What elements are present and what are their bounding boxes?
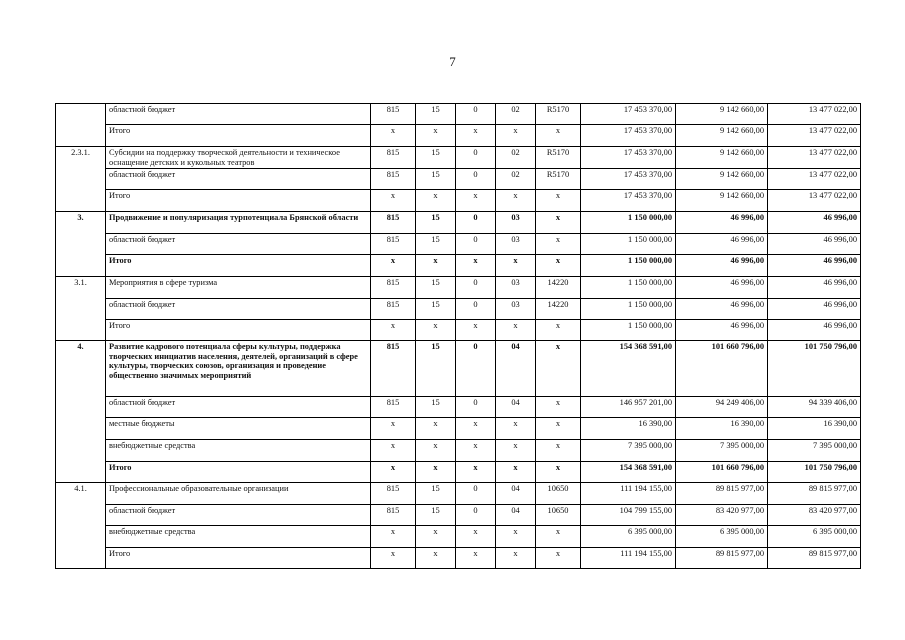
row-name: Итого <box>106 320 371 341</box>
row-name: внебюджетные средства <box>106 440 371 462</box>
value-year-1: 6 395 000,00 <box>581 526 676 548</box>
code-glava: 815 <box>371 397 416 418</box>
code-target: x <box>536 125 581 147</box>
row-number: 2.3.1. <box>56 147 106 169</box>
code-subsection: 0 <box>456 299 496 320</box>
code-glava: x <box>371 462 416 483</box>
value-year-1: 146 957 201,00 <box>581 397 676 418</box>
code-glava: x <box>371 418 416 440</box>
code-glava: x <box>371 190 416 212</box>
value-year-2: 6 395 000,00 <box>676 526 768 548</box>
code-target: 14220 <box>536 277 581 299</box>
row-number: 4.1. <box>56 483 106 505</box>
value-year-3: 13 477 022,00 <box>768 104 861 125</box>
code-section: x <box>416 462 456 483</box>
value-year-3: 46 996,00 <box>768 255 861 277</box>
row-number <box>56 320 106 341</box>
value-year-3: 13 477 022,00 <box>768 147 861 169</box>
value-year-1: 17 453 370,00 <box>581 104 676 125</box>
value-year-2: 9 142 660,00 <box>676 169 768 190</box>
code-subsection: 0 <box>456 104 496 125</box>
table-row <box>56 234 861 255</box>
code-section: x <box>416 418 456 440</box>
table-row <box>56 212 861 234</box>
code-subsection: 0 <box>456 277 496 299</box>
value-year-3: 83 420 977,00 <box>768 505 861 526</box>
value-year-2: 46 996,00 <box>676 255 768 277</box>
code-program: 04 <box>496 505 536 526</box>
code-subsection: 0 <box>456 147 496 169</box>
row-name: Субсидии на поддержку творческой деятельности и техническое оснащение детских и кукольных театров <box>106 147 371 169</box>
value-year-3: 101 750 796,00 <box>768 462 861 483</box>
value-year-3: 6 395 000,00 <box>768 526 861 548</box>
code-section: x <box>416 526 456 548</box>
value-year-2: 46 996,00 <box>676 277 768 299</box>
value-year-3: 89 815 977,00 <box>768 548 861 569</box>
code-section: 15 <box>416 147 456 169</box>
code-subsection: x <box>456 125 496 147</box>
row-number <box>56 526 106 548</box>
table-row <box>56 147 861 169</box>
code-section: x <box>416 548 456 569</box>
value-year-3: 46 996,00 <box>768 277 861 299</box>
value-year-1: 17 453 370,00 <box>581 147 676 169</box>
row-name: Развитие кадрового потенциала сферы культуры, поддержка творческих инициатив населения, деятелей, организаций в сфере культуры, творческих союзов, организация и проведение общественно значимых мероприятий <box>106 341 371 397</box>
code-glava: x <box>371 125 416 147</box>
row-name: Итого <box>106 255 371 277</box>
table-row <box>56 299 861 320</box>
row-name: областной бюджет <box>106 169 371 190</box>
value-year-2: 9 142 660,00 <box>676 125 768 147</box>
code-target: x <box>536 212 581 234</box>
code-target: R5170 <box>536 104 581 125</box>
value-year-3: 7 395 000,00 <box>768 440 861 462</box>
value-year-1: 1 150 000,00 <box>581 277 676 299</box>
row-name: Итого <box>106 125 371 147</box>
code-glava: 815 <box>371 169 416 190</box>
value-year-2: 46 996,00 <box>676 212 768 234</box>
table-row <box>56 125 861 147</box>
code-program: x <box>496 548 536 569</box>
row-name: Итого <box>106 462 371 483</box>
table-row <box>56 548 861 569</box>
value-year-2: 89 815 977,00 <box>676 548 768 569</box>
row-name: Профессиональные образовательные организации <box>106 483 371 505</box>
code-subsection: 0 <box>456 341 496 397</box>
value-year-1: 154 368 591,00 <box>581 341 676 397</box>
code-glava: 815 <box>371 483 416 505</box>
code-section: 15 <box>416 505 456 526</box>
code-section: x <box>416 125 456 147</box>
value-year-2: 101 660 796,00 <box>676 341 768 397</box>
value-year-1: 154 368 591,00 <box>581 462 676 483</box>
value-year-1: 17 453 370,00 <box>581 125 676 147</box>
row-number <box>56 104 106 125</box>
value-year-1: 1 150 000,00 <box>581 255 676 277</box>
table-row <box>56 255 861 277</box>
code-program: x <box>496 125 536 147</box>
table-row <box>56 505 861 526</box>
value-year-2: 16 390,00 <box>676 418 768 440</box>
code-program: x <box>496 440 536 462</box>
table-row <box>56 320 861 341</box>
value-year-2: 9 142 660,00 <box>676 104 768 125</box>
code-program: x <box>496 320 536 341</box>
code-section: 15 <box>416 277 456 299</box>
table-row <box>56 341 861 397</box>
row-number <box>56 462 106 483</box>
row-number <box>56 234 106 255</box>
value-year-3: 46 996,00 <box>768 212 861 234</box>
code-program: 03 <box>496 234 536 255</box>
row-number <box>56 255 106 277</box>
row-name: областной бюджет <box>106 104 371 125</box>
code-glava: 815 <box>371 147 416 169</box>
table-row <box>56 397 861 418</box>
code-glava: x <box>371 440 416 462</box>
code-target: 10650 <box>536 483 581 505</box>
row-number <box>56 190 106 212</box>
code-subsection: x <box>456 526 496 548</box>
value-year-2: 9 142 660,00 <box>676 190 768 212</box>
code-target: x <box>536 440 581 462</box>
code-program: 02 <box>496 104 536 125</box>
value-year-1: 1 150 000,00 <box>581 299 676 320</box>
row-number: 3.1. <box>56 277 106 299</box>
table-row <box>56 190 861 212</box>
row-name: внебюджетные средства <box>106 526 371 548</box>
value-year-3: 13 477 022,00 <box>768 125 861 147</box>
table-row <box>56 526 861 548</box>
value-year-2: 46 996,00 <box>676 320 768 341</box>
value-year-1: 111 194 155,00 <box>581 548 676 569</box>
table-row <box>56 104 861 125</box>
value-year-3: 13 477 022,00 <box>768 190 861 212</box>
code-subsection: 0 <box>456 483 496 505</box>
code-target: x <box>536 255 581 277</box>
row-number <box>56 440 106 462</box>
table-body <box>56 104 861 569</box>
code-section: x <box>416 320 456 341</box>
code-glava: 815 <box>371 234 416 255</box>
code-section: 15 <box>416 341 456 397</box>
value-year-3: 13 477 022,00 <box>768 169 861 190</box>
row-name: местные бюджеты <box>106 418 371 440</box>
row-name: областной бюджет <box>106 299 371 320</box>
row-number <box>56 397 106 418</box>
row-number <box>56 548 106 569</box>
value-year-1: 1 150 000,00 <box>581 212 676 234</box>
value-year-3: 46 996,00 <box>768 299 861 320</box>
code-glava: x <box>371 320 416 341</box>
code-section: x <box>416 440 456 462</box>
code-section: 15 <box>416 169 456 190</box>
row-number <box>56 125 106 147</box>
code-target: x <box>536 190 581 212</box>
table-row <box>56 483 861 505</box>
value-year-1: 104 799 155,00 <box>581 505 676 526</box>
row-name: областной бюджет <box>106 234 371 255</box>
row-name: областной бюджет <box>106 397 371 418</box>
value-year-3: 46 996,00 <box>768 234 861 255</box>
value-year-2: 83 420 977,00 <box>676 505 768 526</box>
code-section: x <box>416 190 456 212</box>
code-glava: 815 <box>371 341 416 397</box>
value-year-3: 16 390,00 <box>768 418 861 440</box>
code-target: x <box>536 526 581 548</box>
code-target: x <box>536 234 581 255</box>
row-name: Итого <box>106 548 371 569</box>
code-program: 04 <box>496 483 536 505</box>
code-section: x <box>416 255 456 277</box>
value-year-2: 101 660 796,00 <box>676 462 768 483</box>
code-subsection: x <box>456 440 496 462</box>
row-name: областной бюджет <box>106 505 371 526</box>
row-number <box>56 169 106 190</box>
code-subsection: 0 <box>456 505 496 526</box>
code-glava: 815 <box>371 277 416 299</box>
code-subsection: 0 <box>456 169 496 190</box>
code-program: 03 <box>496 299 536 320</box>
row-number <box>56 299 106 320</box>
value-year-3: 94 339 406,00 <box>768 397 861 418</box>
code-glava: x <box>371 255 416 277</box>
value-year-2: 89 815 977,00 <box>676 483 768 505</box>
code-subsection: 0 <box>456 397 496 418</box>
row-number: 4. <box>56 341 106 397</box>
value-year-1: 1 150 000,00 <box>581 320 676 341</box>
code-target: x <box>536 548 581 569</box>
code-glava: 815 <box>371 505 416 526</box>
page-number: 7 <box>449 54 456 69</box>
code-section: 15 <box>416 299 456 320</box>
code-subsection: x <box>456 255 496 277</box>
code-target: x <box>536 320 581 341</box>
table-row <box>56 169 861 190</box>
table-row <box>56 277 861 299</box>
code-program: x <box>496 526 536 548</box>
code-glava: 815 <box>371 299 416 320</box>
value-year-1: 17 453 370,00 <box>581 169 676 190</box>
code-program: x <box>496 255 536 277</box>
code-program: 04 <box>496 341 536 397</box>
budget-table <box>55 103 861 569</box>
row-number: 3. <box>56 212 106 234</box>
code-target: x <box>536 462 581 483</box>
code-program: 03 <box>496 212 536 234</box>
code-glava: x <box>371 548 416 569</box>
value-year-2: 46 996,00 <box>676 299 768 320</box>
code-section: 15 <box>416 104 456 125</box>
row-name: Продвижение и популяризация турпотенциала Брянской области <box>106 212 371 234</box>
code-program: x <box>496 418 536 440</box>
table-row <box>56 440 861 462</box>
code-glava: x <box>371 526 416 548</box>
code-target: R5170 <box>536 169 581 190</box>
value-year-2: 46 996,00 <box>676 234 768 255</box>
value-year-2: 94 249 406,00 <box>676 397 768 418</box>
code-target: x <box>536 341 581 397</box>
code-subsection: x <box>456 462 496 483</box>
code-target: 10650 <box>536 505 581 526</box>
code-subsection: 0 <box>456 212 496 234</box>
value-year-1: 16 390,00 <box>581 418 676 440</box>
code-subsection: x <box>456 418 496 440</box>
code-target: R5170 <box>536 147 581 169</box>
code-target: x <box>536 397 581 418</box>
code-program: x <box>496 190 536 212</box>
code-target: 14220 <box>536 299 581 320</box>
row-name: Итого <box>106 190 371 212</box>
value-year-1: 17 453 370,00 <box>581 190 676 212</box>
table-row <box>56 418 861 440</box>
value-year-1: 7 395 000,00 <box>581 440 676 462</box>
code-glava: 815 <box>371 104 416 125</box>
code-subsection: 0 <box>456 234 496 255</box>
code-program: 02 <box>496 147 536 169</box>
code-target: x <box>536 418 581 440</box>
code-program: 02 <box>496 169 536 190</box>
code-section: 15 <box>416 234 456 255</box>
code-glava: 815 <box>371 212 416 234</box>
code-subsection: x <box>456 548 496 569</box>
value-year-1: 111 194 155,00 <box>581 483 676 505</box>
code-section: 15 <box>416 397 456 418</box>
value-year-2: 9 142 660,00 <box>676 147 768 169</box>
code-subsection: x <box>456 320 496 341</box>
row-name: Мероприятия в сфере туризма <box>106 277 371 299</box>
code-section: 15 <box>416 212 456 234</box>
value-year-3: 89 815 977,00 <box>768 483 861 505</box>
code-subsection: x <box>456 190 496 212</box>
code-program: 04 <box>496 397 536 418</box>
row-number <box>56 505 106 526</box>
code-program: 03 <box>496 277 536 299</box>
value-year-1: 1 150 000,00 <box>581 234 676 255</box>
table-row <box>56 462 861 483</box>
code-program: x <box>496 462 536 483</box>
code-section: 15 <box>416 483 456 505</box>
value-year-3: 46 996,00 <box>768 320 861 341</box>
value-year-2: 7 395 000,00 <box>676 440 768 462</box>
value-year-3: 101 750 796,00 <box>768 341 861 397</box>
row-number <box>56 418 106 440</box>
